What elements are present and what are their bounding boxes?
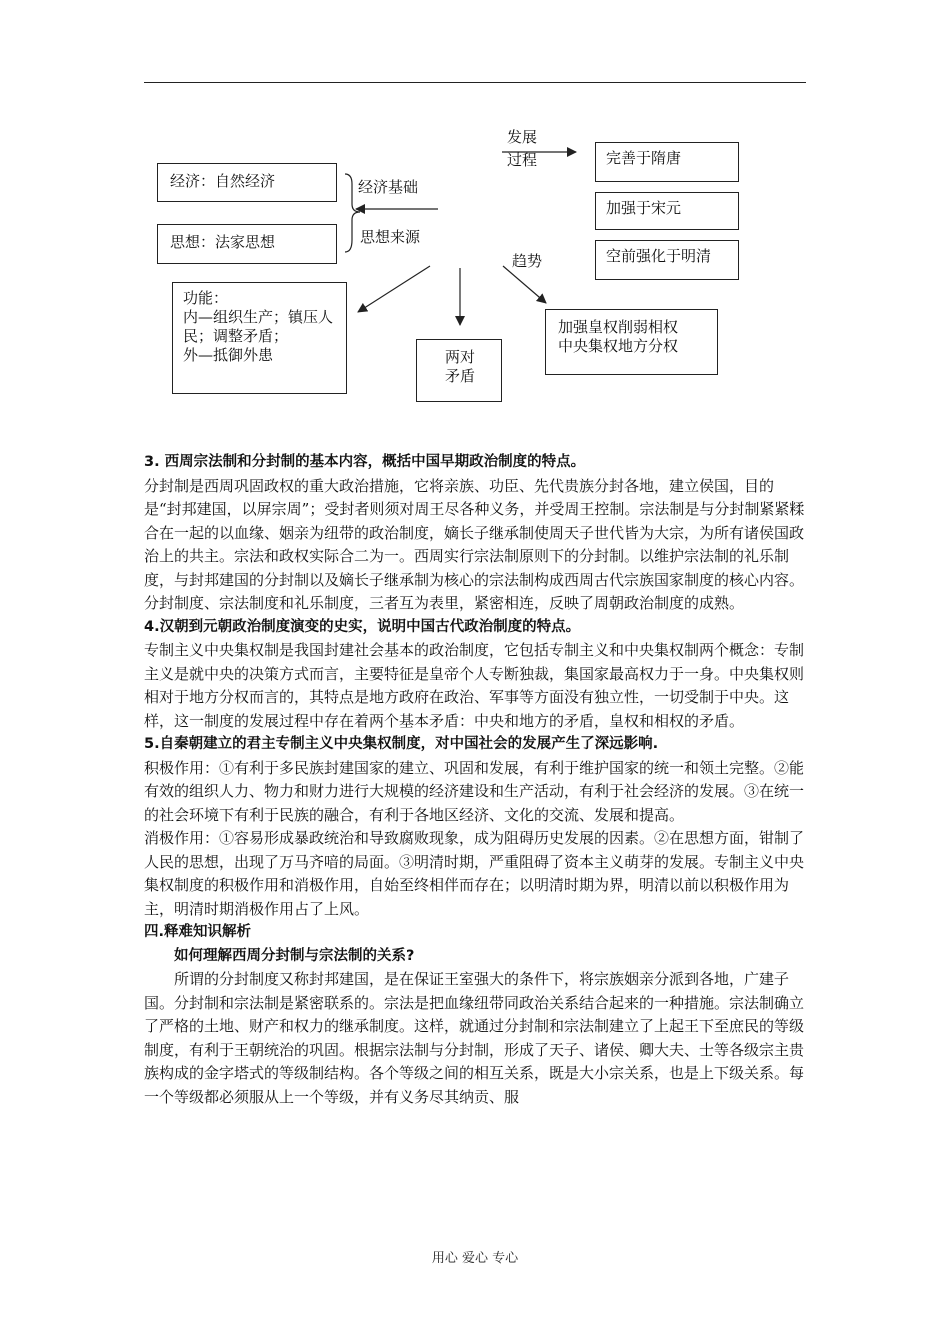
function-line: 内—组织生产；镇压人 — [183, 308, 334, 326]
stage-box-sui-tang-text: 完善于隋唐 — [606, 149, 682, 167]
paragraph-q4: 专制主义中央集权制是我国封建社会基本的政治制度，它包括专制主义和中央集权制两个概念：专制主义是就中央的决策方式而言，主要特征是皇帝个人专断独裁，集国家最高权力于一身。中央集权则相对于地方分权而言的，其特点是地方政府在政治、军事等方面没有独立性，一切受制于中央。这样，这一制度的发展过程中存在着两个基本矛盾：中央和地方的矛盾，皇权和相权的矛盾。 — [144, 641, 805, 730]
heading-question: 如何理解西周分封制与宗法制的关系? — [174, 947, 415, 964]
trend-line: 加强皇权削弱相权 — [558, 318, 679, 336]
function-line: 功能： — [183, 289, 229, 307]
economy-box — [157, 163, 337, 202]
economic-basis-label: 经济基础 — [358, 178, 419, 196]
function-box — [172, 282, 347, 394]
paragraph-answer: 所谓的分封制度又称封邦建国，是在保证王室强大的条件下，将宗族姻亲分派到各地，广建子国。分封制和宗法制是紧密联系的。宗法是把血缘纽带同政治关系结合起来的一种措施。宗法制确立了严格的土地、财产和权力的继承制度。这样，就通过分封制和宗法制建立了上起王下至庶民的等级制度，有利于王朝统治的巩固。根据宗法制与分封制，形成了天子、诸侯、卿大夫、士等各级宗主贵族构成的金字塔式的等级制结构。各个等级之间的相互关系，既是大小宗关系，也是上下级关系。每一个等级都必须服从上一个等级，并有义务尽其纳贡、服 — [144, 970, 805, 1106]
function-line: 民；调整矛盾； — [183, 327, 289, 345]
development-label-line1: 发展 — [507, 128, 538, 146]
trend-box — [545, 309, 718, 375]
document-body — [144, 451, 808, 1109]
trend-line: 中央集权地方分权 — [558, 337, 679, 355]
stage-box-song-yuan-text: 加强于宋元 — [606, 199, 682, 217]
function-arrow — [358, 266, 430, 312]
function-line: 外—抵御外患 — [183, 346, 274, 364]
political-system-diagram — [0, 0, 950, 440]
contradiction-line: 两对 — [445, 348, 476, 366]
paragraph-q5-positive: 积极作用：①有利于多民族封建国家的建立、巩固和发展，有利于维护国家的统一和领土完整。②能有效的组织人力、物力和财力进行大规模的经济建设和生产活动，有利于社会经济的发展。③在统一的社会环境下有利于民族的融合，有利于各地区经济、文化的交流、发展和提高。 — [144, 758, 805, 824]
paragraph-q3: 分封制是西周巩固政权的重大政治措施，它将亲族、功臣、先代贵族分封各地，建立侯国，目的是“封邦建国，以屏宗周”；受封者则须对周王尽各种义务，并受周王控制。宗法制是与分封制紧紧糅合在一起的以血缘、姻亲为纽带的政治制度，嫡长子继承制使周天子世代皆为大宗，为所有诸侯国政治上的共主。宗法和政权实际合二为一。西周实行宗法制原则下的分封制。以维护宗法制的礼乐制度，与封邦建国的分封制以及嫡长子继承制为核心的宗法制构成西周古代宗族国家制度的核心内容。分封制度、宗法制度和礼乐制度，三者互为表里，紧密相连，反映了周朝政治制度的成熟。 — [144, 476, 805, 612]
heading-section-4: 四.释难知识解析 — [144, 924, 252, 940]
paragraph-q5-negative: 消极作用：①容易形成暴政统治和导致腐败现象，成为阻碍历史发展的因素。②在思想方面，钳制了人民的思想，出现了万马齐喑的局面。③明清时期，严重阻碍了资本主义萌芽的发展。专制主义中央集权制度的积极作用和消极作用，自始至终相伴而存在；以明清时期为界，明清以前以积极作用为主，明清时期消极作用占了上风。 — [144, 829, 805, 918]
trend-label: 趋势 — [512, 252, 543, 270]
contradiction-line: 矛盾 — [445, 367, 476, 385]
heading-q5: 5.自秦朝建立的君主专制主义中央集权制度，对中国社会的发展产生了深远影响. — [144, 736, 659, 752]
stage-box-song-yuan — [595, 192, 739, 230]
trend-arrow — [503, 266, 546, 303]
stage-box-ming-qing — [595, 240, 739, 280]
thought-box — [157, 224, 337, 264]
thought-source-label: 思想来源 — [360, 228, 421, 246]
development-label-line2: 过程 — [507, 151, 538, 169]
heading-q3: 3. 西周宗法制和分封制的基本内容，概括中国早期政治制度的特点。 — [144, 454, 586, 470]
thought-box-text: 思想：法家思想 — [170, 233, 276, 251]
contradiction-box — [416, 339, 502, 402]
economy-box-text: 经济：自然经济 — [170, 172, 276, 190]
page-footer: 用心 爱心 专心 — [431, 1251, 519, 1266]
heading-q4: 4.汉朝到元朝政治制度演变的史实，说明中国古代政治制度的特点。 — [144, 618, 581, 635]
stage-box-sui-tang — [595, 142, 739, 182]
stage-box-ming-qing-text: 空前强化于明清 — [606, 247, 712, 265]
